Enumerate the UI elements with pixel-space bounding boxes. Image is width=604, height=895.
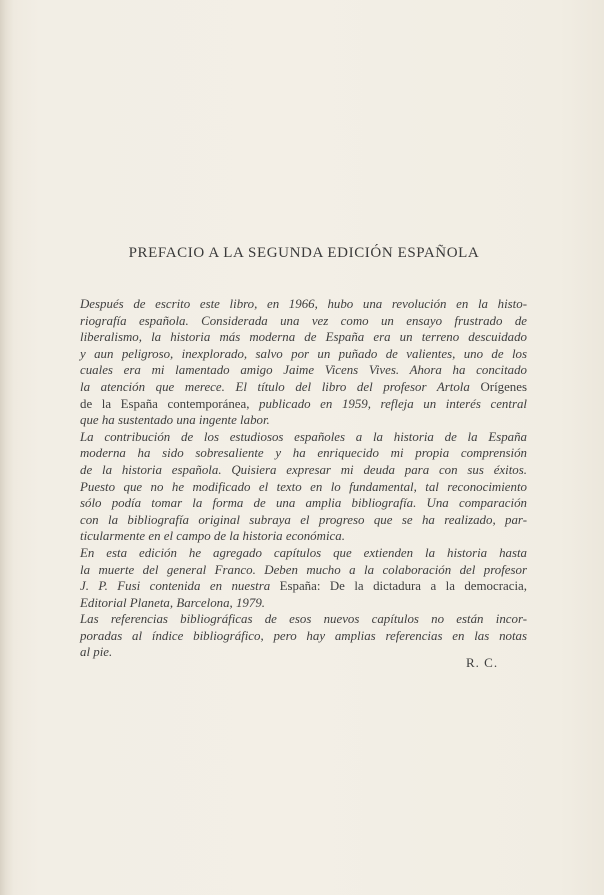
page-title: PREFACIO A LA SEGUNDA EDICIÓN ESPAÑOLA — [128, 245, 480, 261]
text-line: En esta edición he agregado capítulos que extienden la historia hasta — [80, 545, 527, 560]
text-line: poradas al índice bibliográfico, pero hay amplias referencias en las notas — [80, 628, 527, 643]
text-line: con la bibliografía original subraya el progreso que se ha realizado, par- — [80, 512, 527, 527]
text-line: sólo podía tomar la forma de una amplia bibliografía. Una comparación — [80, 496, 527, 511]
text-line: al pie. — [80, 645, 113, 660]
text-line: Editorial Planeta, Barcelona, 1979. — [80, 595, 265, 610]
text-line: de la España contemporánea, publicado en 1959, refleja un interés central — [80, 396, 527, 411]
preface-body — [80, 296, 527, 661]
text-line: moderna ha sido sobresaliente y ha enriquecido mi propia comprensión — [80, 446, 527, 461]
author-initials: R. C. — [466, 655, 499, 670]
text-line: Puesto que no he modificado el texto en lo fundamental, tal reconocimiento — [80, 479, 527, 494]
text-line: liberalismo, la historia más moderna de España era un terreno descuidado — [80, 330, 527, 345]
text-line: J. P. Fusi contenida en nuestra España: De la dictadura a la democracia, — [80, 579, 527, 594]
text-line: ticularmente en el campo de la historia económica. — [80, 529, 345, 544]
book-title-fragment: España: De la dictadura a la democracia, — [270, 579, 527, 594]
text-line: de la historia española. Quisiera expresar mi deuda para con sus éxitos. — [80, 462, 527, 477]
text-line: riografía española. Considerada una vez como un ensayo frustrado de — [80, 313, 527, 328]
text-line: la atención que merece. El título del libro del profesor Artola Orígenes — [80, 379, 527, 394]
text-line: cuales era mi lamentado amigo Jaime Vicens Vives. Ahora ha concitado — [80, 363, 527, 378]
text-line: La contribución de los estudiosos españoles a la historia de la España — [80, 429, 527, 444]
text-line: que ha sustentado una ingente labor. — [80, 413, 270, 428]
text-line: la muerte del general Franco. Deben mucho a la colaboración del profesor — [80, 562, 527, 577]
text-line: Las referencias bibliográficas de esos nuevos capítulos no están incor- — [80, 612, 527, 627]
book-title-fragment: de la España contemporánea, — [80, 396, 250, 411]
text-line: Después de escrito este libro, en 1966, hubo una revolución en la histo- — [80, 297, 527, 311]
text-line: y aun peligroso, inexplorado, salvo por un puñado de valientes, uno de los — [80, 346, 527, 361]
book-title-fragment: Orígenes — [469, 379, 527, 394]
